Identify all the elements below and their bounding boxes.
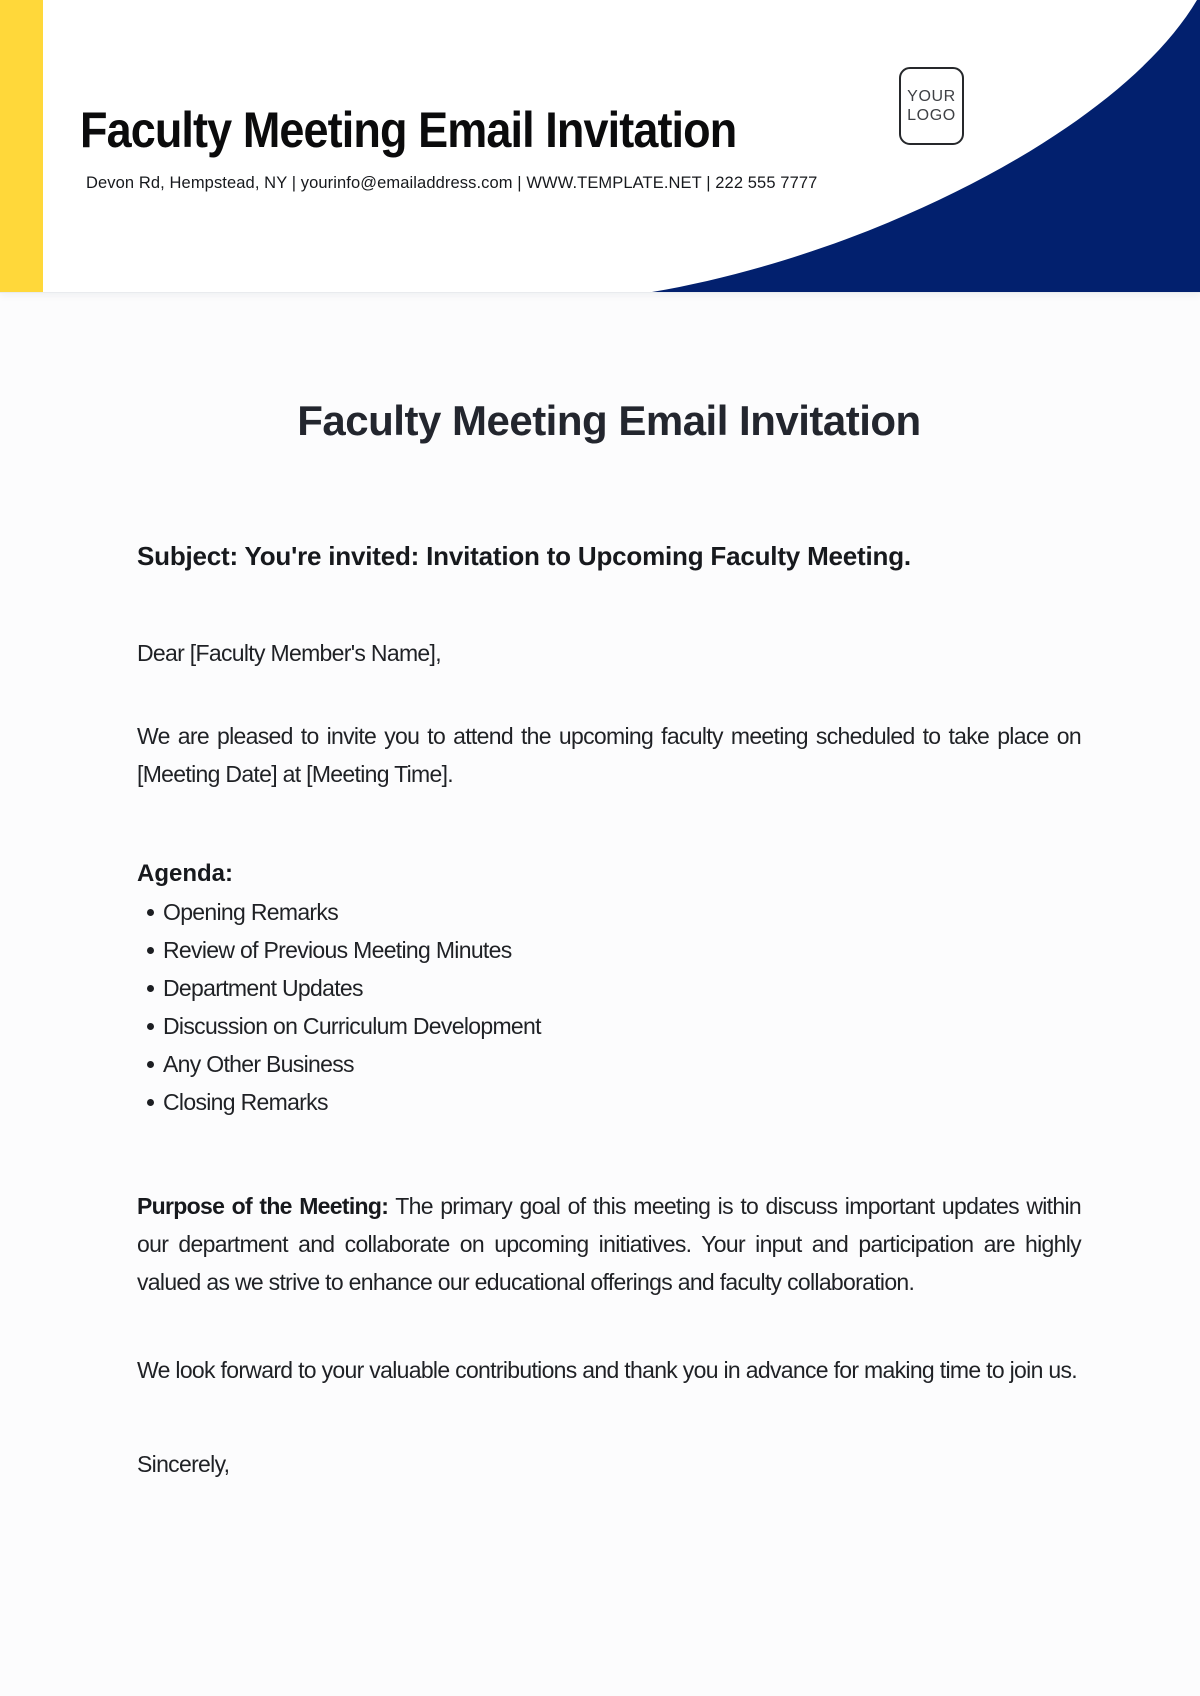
yellow-accent-bar — [0, 0, 43, 292]
logo-placeholder — [899, 67, 964, 145]
contact-info-line: Devon Rd, Hempstead, NY | yourinfo@emailaddress.com | WWW.TEMPLATE.NET | 222 555 7777 — [86, 174, 818, 192]
purpose-paragraph — [137, 1187, 1081, 1301]
letterhead — [0, 0, 1200, 293]
agenda-list — [137, 893, 1081, 1121]
agenda-heading: Agenda: — [137, 860, 233, 887]
signoff: Sincerely, — [137, 1451, 230, 1477]
intro-paragraph: We are pleased to invite you to attend the upcoming faculty meeting scheduled to take place on [Meeting Date] at [Meeting Time]. — [137, 723, 1081, 787]
agenda-item: Any Other Business — [137, 1045, 1081, 1083]
letter-body — [137, 292, 1081, 1483]
agenda-item: Opening Remarks — [137, 893, 1081, 931]
purpose-label: Purpose of the Meeting: — [137, 1193, 389, 1219]
closing-paragraph: We look forward to your valuable contributions and thank you in advance for making time to join us. — [137, 1357, 1077, 1383]
subject-line: Subject: You're invited: Invitation to Upcoming Faculty Meeting. — [137, 541, 911, 571]
page-title: Faculty Meeting Email Invitation — [297, 397, 921, 444]
agenda-item: Department Updates — [137, 969, 1081, 1007]
purpose-text: The primary goal of this meeting is to discuss important updates within our department and collaborate on upcoming initiatives. Your input and participation are highly valued as we strive to enhance our educational offerings and faculty collaboration. — [137, 1193, 1081, 1295]
letterhead-title-text: Faculty Meeting Email Invitation — [80, 102, 737, 158]
logo-text-line1: YOUR — [907, 88, 956, 105]
salutation: Dear [Faculty Member's Name], — [137, 640, 441, 666]
letterhead-title — [80, 103, 809, 158]
agenda-item: Review of Previous Meeting Minutes — [137, 931, 1081, 969]
agenda-item: Closing Remarks — [137, 1083, 1081, 1121]
agenda-item: Discussion on Curriculum Development — [137, 1007, 1081, 1045]
logo-text-line2: LOGO — [907, 107, 956, 124]
